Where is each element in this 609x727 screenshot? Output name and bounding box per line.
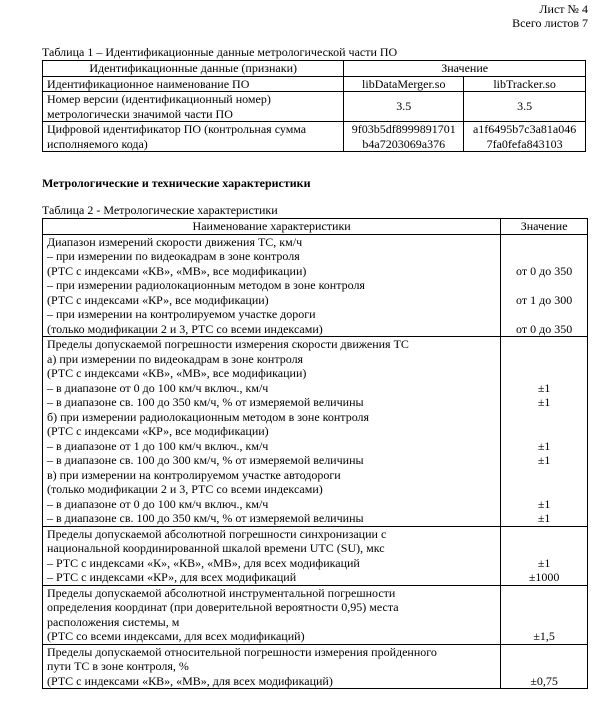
- value-cell: [501, 644, 588, 689]
- table1-value-cell: [464, 92, 586, 122]
- sheet-info: [512, 2, 588, 30]
- table-row: [43, 585, 588, 644]
- characteristic-cell: [43, 526, 501, 585]
- table1-value-cell: [344, 92, 464, 122]
- sheet-number: Лист № 4: [539, 2, 588, 16]
- value-line: [505, 659, 583, 674]
- table1-value-cell: [344, 122, 464, 152]
- table1-label-cell: [43, 76, 344, 92]
- characteristic-line: Пределы допускаемой абсолютной инструментальной погрешности: [47, 585, 396, 600]
- sheet-total: Всего листов 7: [512, 16, 588, 30]
- table1-value-cell: [464, 122, 586, 152]
- value-line: [505, 600, 583, 615]
- characteristic-line: – при измерении радиолокационным методом в зоне контроля: [47, 278, 365, 292]
- characteristic-cell: [43, 585, 501, 644]
- value-line: [505, 366, 583, 381]
- characteristic-cell: [43, 234, 501, 337]
- characteristic-line: – при измерении по видеокадрам в зоне контроля: [47, 249, 300, 263]
- characteristic-line: (РТС с индексами «КВ», «МВ», все модификации): [47, 366, 307, 380]
- table-row: [43, 76, 586, 92]
- characteristic-line: – в диапазоне св. 100 до 350 км/ч, % от измеряемой величины: [47, 395, 364, 409]
- table1-header-right: Значение: [344, 61, 586, 77]
- characteristic-line: Диапазон измерений скорости движения ТС, км/ч: [47, 234, 303, 249]
- characteristic-cell: [43, 337, 501, 527]
- value-line: [505, 278, 583, 293]
- characteristic-line: – в диапазоне св. 100 до 350 км/ч, % от измеряемой величины: [47, 511, 364, 525]
- characteristic-line: определения координат (при доверительной вероятности 0,95) места: [47, 600, 399, 614]
- table1-label-line: Номер версии (идентификационный номер): [47, 92, 271, 106]
- characteristic-line: (РТС с индексами «КВ», «МВ», все модификации): [47, 263, 307, 278]
- characteristic-line: – в диапазоне от 1 до 100 км/ч включ., км/ч: [47, 438, 269, 453]
- value-line: [505, 424, 583, 439]
- characteristic-line: – РТС с индексами «КР», для всех модификаций: [47, 570, 297, 584]
- value-line: ±0,75: [530, 673, 558, 688]
- table2-header-left: Наименование характеристики: [43, 219, 501, 235]
- value-line: ±1: [537, 511, 551, 525]
- characteristic-line: б) при измерении радиолокационным методом в зоне контроля: [47, 409, 370, 424]
- value-line: [505, 541, 583, 556]
- table1-label-line: метрологически значимой части ПО: [47, 106, 233, 121]
- characteristic-line: – в диапазоне от 0 до 100 км/ч включ., км/ч: [47, 380, 269, 395]
- characteristic-line: – в диапазоне св. 100 до 300 км/ч, % от измеряемой величины: [47, 453, 364, 467]
- table1-label-cell: [43, 122, 344, 152]
- characteristic-line: национальной координированной шкалой времени UTC (SU), мкс: [47, 541, 385, 555]
- characteristic-line: Пределы допускаемой абсолютной погрешности синхронизации с: [47, 526, 387, 541]
- table-row: [43, 122, 586, 152]
- table1-header-row: [43, 61, 586, 77]
- section-title: Метрологические и технические характеристики: [42, 176, 311, 190]
- characteristic-line: (РТС со всеми индексами, для всех модификаций): [47, 629, 305, 643]
- value-line: от 0 до 350: [516, 263, 573, 278]
- value-cell: [501, 585, 588, 644]
- value-line: [505, 337, 583, 352]
- table1-caption: Таблица 1 – Идентификационные данные метрологической части ПО: [42, 45, 398, 59]
- value-line: от 1 до 300: [516, 292, 573, 307]
- characteristic-line: (РТС с индексами «КР», все модификации): [47, 424, 269, 438]
- characteristic-line: – при измерении на контролируемом участке дороги: [47, 307, 316, 321]
- value-line: от 0 до 350: [516, 321, 573, 336]
- table-row: [43, 234, 588, 337]
- characteristic-line: а) при измерении по видеокадрам в зоне контроля: [47, 351, 304, 366]
- value-cell: [501, 337, 588, 527]
- table1-value-line: libDataMerger.so: [362, 76, 446, 91]
- table1-value-line: libTracker.so: [493, 76, 556, 91]
- table1-label-line: исполняемого кода): [47, 136, 148, 151]
- value-line: ±1: [537, 555, 551, 570]
- table1-value-line: a1f6495b7c3a81a046: [472, 122, 577, 136]
- identification-table: [42, 60, 586, 152]
- table2-header-row: [43, 219, 588, 235]
- table1-value-line: 9f03b5df8999891701: [351, 122, 456, 136]
- table1-value-line: 7fa0fefa843103: [486, 136, 563, 151]
- table1-value-cell: [464, 76, 586, 92]
- table-row: [43, 526, 588, 585]
- value-line: [505, 352, 583, 367]
- value-line: ±1: [537, 496, 551, 511]
- table-row: [43, 337, 588, 527]
- table1-value-line: 3.5: [396, 99, 412, 114]
- table1-value-line: 3.5: [517, 99, 533, 114]
- table2-header-right: Значение: [501, 219, 588, 235]
- value-line: ±1000: [528, 570, 560, 584]
- table1-value-cell: [344, 76, 464, 92]
- table1-value-line: b4a7203069a376: [362, 136, 446, 151]
- value-line: [505, 482, 583, 497]
- table-row: [43, 644, 588, 689]
- table1-label-line: Идентификационное наименование ПО: [47, 76, 250, 91]
- characteristic-line: Пределы допускаемой относительной погрешности измерения пройденного: [47, 644, 437, 659]
- characteristic-line: в) при измерении на контролируемом участке автодороги: [47, 467, 341, 482]
- table2-caption: Таблица 2 - Метрологические характеристики: [42, 203, 278, 217]
- value-line: [505, 249, 583, 264]
- table-row: [43, 92, 586, 122]
- value-line: [505, 527, 583, 542]
- characteristic-line: (РТС с индексами «КР», все модификации): [47, 292, 269, 307]
- metrology-table: [42, 218, 588, 689]
- value-line: ±1: [537, 380, 551, 395]
- value-line: [505, 468, 583, 483]
- characteristic-line: Пределы допускаемой погрешности измерения скорости движения ТС: [47, 337, 409, 351]
- value-line: [505, 307, 583, 322]
- characteristic-line: расположения системы, м: [47, 614, 180, 629]
- characteristic-cell: [43, 644, 501, 689]
- value-line: [505, 586, 583, 601]
- characteristic-line: – РТС с индексами «К», «КВ», «МВ», для всех модификаций: [47, 555, 360, 570]
- characteristic-line: (только модификации 2 и 3, РТС со всеми индексами): [47, 482, 323, 496]
- value-line: [505, 410, 583, 425]
- characteristic-line: – в диапазоне от 0 до 100 км/ч включ., км/ч: [47, 496, 269, 511]
- value-cell: [501, 526, 588, 585]
- characteristic-line: (только модификации 2 и 3, РТС со всеми индексами): [47, 321, 323, 336]
- value-line: [505, 645, 583, 660]
- value-line: ±1: [537, 453, 551, 467]
- table1-label-line: Цифровой идентификатор ПО (контрольная сумма: [47, 122, 307, 136]
- value-line: [505, 615, 583, 630]
- table1-label-cell: [43, 92, 344, 122]
- value-line: ±1,5: [533, 629, 555, 643]
- value-line: ±1: [537, 395, 551, 409]
- table1-header-left: Идентификационные данные (признаки): [43, 61, 344, 77]
- value-line: [505, 235, 583, 250]
- value-cell: [501, 234, 588, 337]
- characteristic-line: пути ТС в зоне контроля, %: [47, 659, 189, 673]
- value-line: ±1: [537, 438, 551, 453]
- characteristic-line: (РТС с индексами «КВ», «МВ», для всех модификаций): [47, 673, 333, 688]
